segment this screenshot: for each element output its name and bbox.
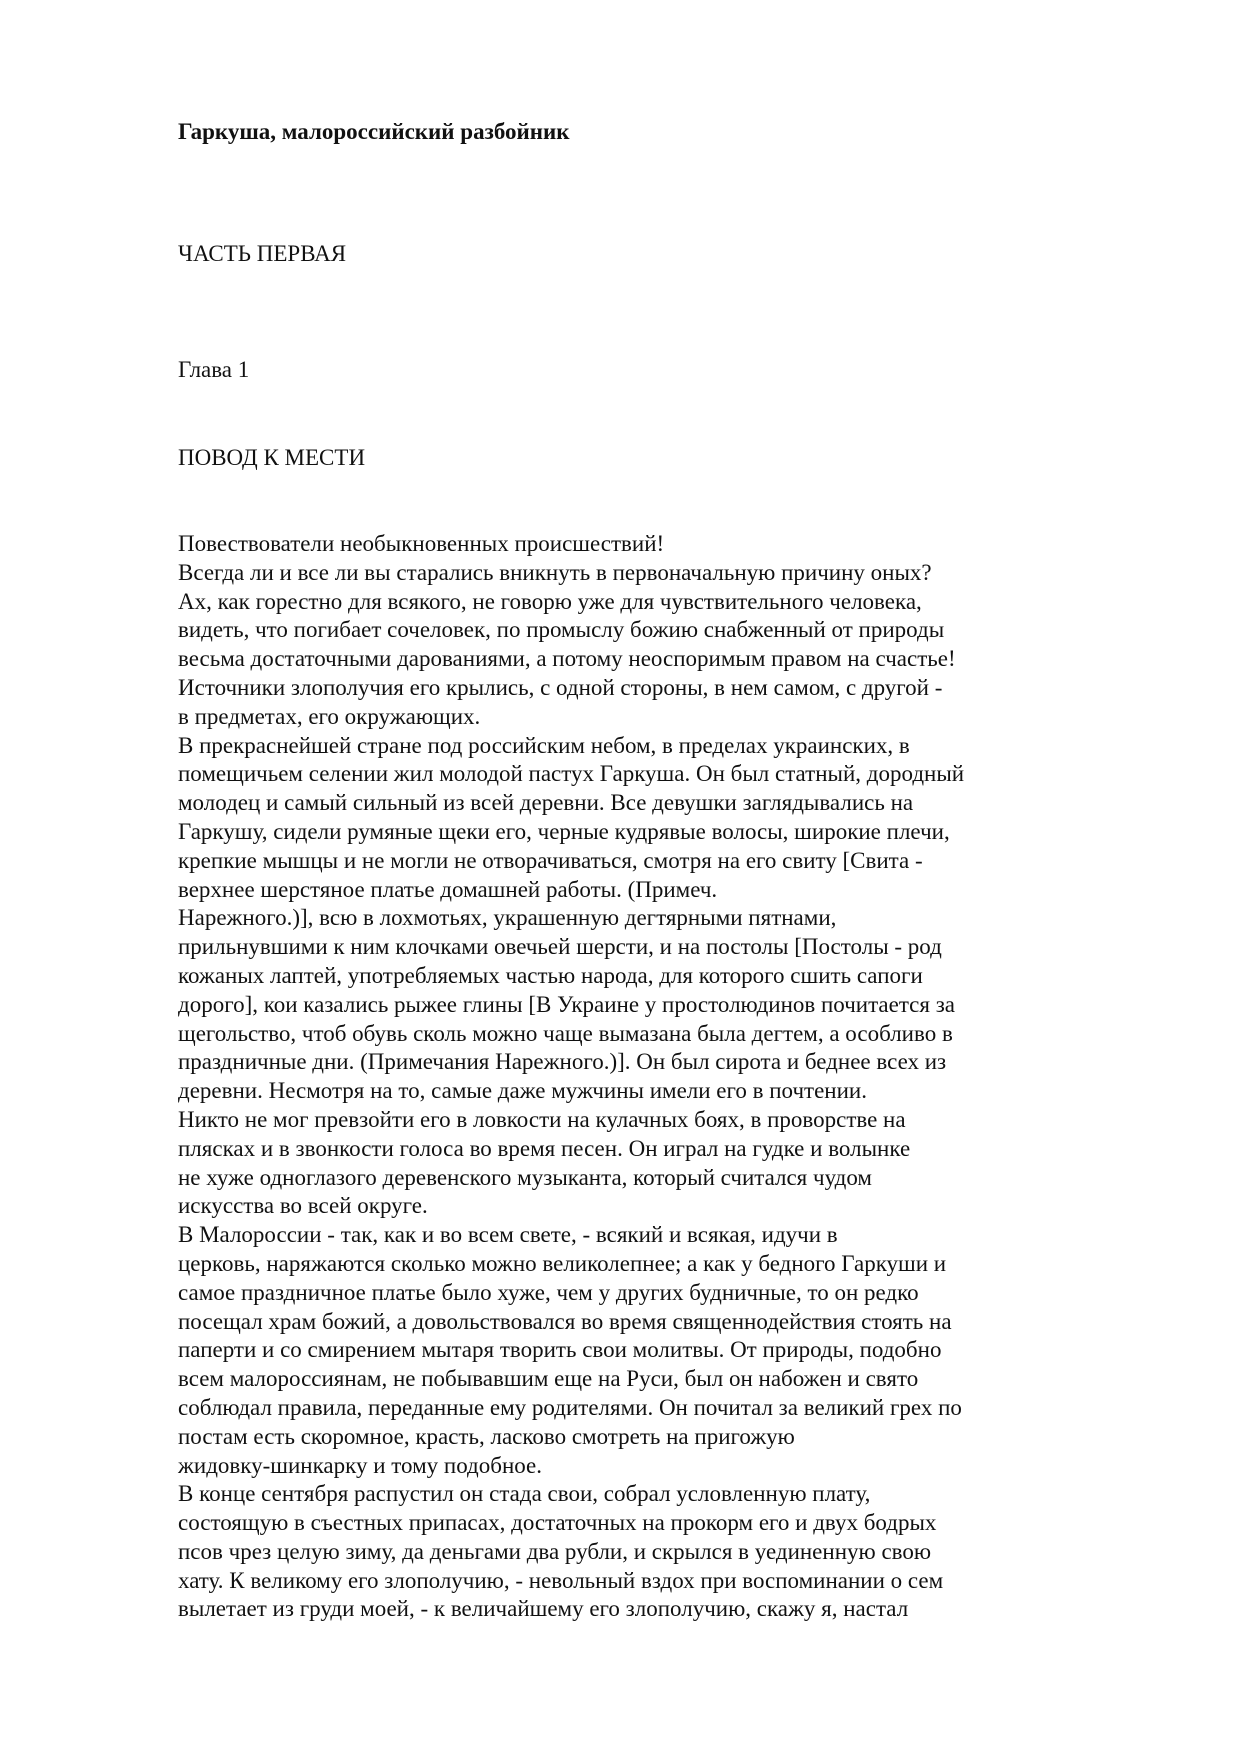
text-line: соблюдал правила, переданные ему родителями. Он почитал за великий грех по bbox=[178, 1394, 962, 1420]
body-text bbox=[178, 530, 1178, 1624]
text-line: вылетает из груди моей, - к величайшему его злополучию, скажу я, настал bbox=[178, 1596, 909, 1622]
part-heading: ЧАСТЬ ПЕРВАЯ bbox=[178, 241, 347, 266]
text-line: Повествователи необыкновенных происшествий! bbox=[178, 531, 665, 556]
text-line: Нарежного.)], всю в лохмотьях, украшенную дегтярными пятнами, bbox=[178, 905, 837, 931]
text-line: Источники злополучия его крылись, с одной стороны, в нем самом, с другой - bbox=[178, 674, 943, 700]
text-line: плясках и в звонкости голоса во время песен. Он играл на гудке и волынке bbox=[178, 1135, 911, 1161]
chapter-number: Глава 1 bbox=[178, 357, 250, 382]
text-line: праздничные дни. (Примечания Нарежного.)]. Он был сирота и беднее всех из bbox=[178, 1049, 947, 1075]
text-line: не хуже одноглазого деревенского музыканта, который считался чудом bbox=[178, 1164, 872, 1190]
text-line: жидовку-шинкарку и тому подобное. bbox=[178, 1452, 543, 1478]
text-line: паперти и со смирением мытаря творить свои молитвы. От природы, подобно bbox=[178, 1337, 942, 1363]
text-line: щегольство, чтоб обувь сколь можно чаще вымазана была дегтем, а особливо в bbox=[178, 1020, 953, 1046]
text-line: В прекраснейшей стране под российским небом, в пределах украинских, в bbox=[178, 732, 910, 758]
text-line: крепкие мышцы и не могли не отворачиваться, смотря на его свиту [Свита - bbox=[178, 847, 923, 873]
text-line: искусства во всей округе. bbox=[178, 1193, 428, 1219]
text-line: прильнувшими к ним клочками овечьей шерсти, и на постолы [Постолы - род bbox=[178, 934, 942, 960]
text-line: состоящую в съестных припасах, достаточных на прокорм его и двух бодрых bbox=[178, 1510, 937, 1536]
text-line: Ах, как горестно для всякого, не говорю уже для чувствительного человека, bbox=[178, 588, 922, 614]
text-line: посещал храм божий, а довольствовался во время священнодействия стоять на bbox=[178, 1308, 952, 1334]
text-line: В Малороссии - так, как и во всем свете, - всякий и всякая, идучи в bbox=[178, 1222, 838, 1248]
text-line: кожаных лаптей, употребляемых частью народа, для которого сшить сапоги bbox=[178, 962, 923, 988]
text-line: церковь, наряжаются сколько можно великолепнее; а как у бедного Гаркуши и bbox=[178, 1250, 947, 1276]
text-line: дорого], кои казались рыжее глины [В Украине у простолюдинов почитается за bbox=[178, 991, 956, 1017]
document-title: Гаркуша, малороссийский разбойник bbox=[178, 119, 570, 144]
text-line: Никто не мог превзойти его в ловкости на кулачных боях, в проворстве на bbox=[178, 1106, 906, 1132]
text-line: помещичьем селении жил молодой пастух Гаркуша. Он был статный, дородный bbox=[178, 761, 965, 787]
text-line: видеть, что погибает сочеловек, по промыслу божию снабженный от природы bbox=[178, 617, 945, 643]
text-line: Гаркушу, сидели румяные щеки его, черные кудрявые волосы, широкие плечи, bbox=[178, 818, 950, 844]
text-line: В конце сентября распустил он стада свои, собрал условленную плату, bbox=[178, 1481, 871, 1507]
text-line: хату. К великому его злополучию, - невольный вздох при воспоминании о сем bbox=[178, 1567, 944, 1593]
text-line: деревни. Несмотря на то, самые даже мужчины имели его в почтении. bbox=[178, 1078, 867, 1104]
text-line: Всегда ли и все ли вы старались вникнуть в первоначальную причину оных? bbox=[178, 559, 932, 585]
text-line: постам есть скоромное, красть, ласково смотреть на пригожую bbox=[178, 1423, 795, 1449]
text-line: в предметах, его окружающих. bbox=[178, 703, 481, 729]
chapter-title: ПОВОД К МЕСТИ bbox=[178, 445, 366, 470]
text-line: верхнее шерстяное платье домашней работы. (Примеч. bbox=[178, 876, 718, 902]
text-line: всем малороссиянам, не побывавшим еще на Руси, был он набожен и свято bbox=[178, 1366, 919, 1392]
text-line: псов чрез целую зиму, да деньгами два рубли, и скрылся в уединенную свою bbox=[178, 1538, 932, 1564]
text-line: весьма достаточными дарованиями, а потому неоспоримым правом на счастье! bbox=[178, 646, 956, 672]
text-line: молодец и самый сильный из всей деревни. Все девушки заглядывались на bbox=[178, 790, 914, 816]
text-line: самое праздничное платье было хуже, чем у других будничные, то он редко bbox=[178, 1279, 919, 1305]
